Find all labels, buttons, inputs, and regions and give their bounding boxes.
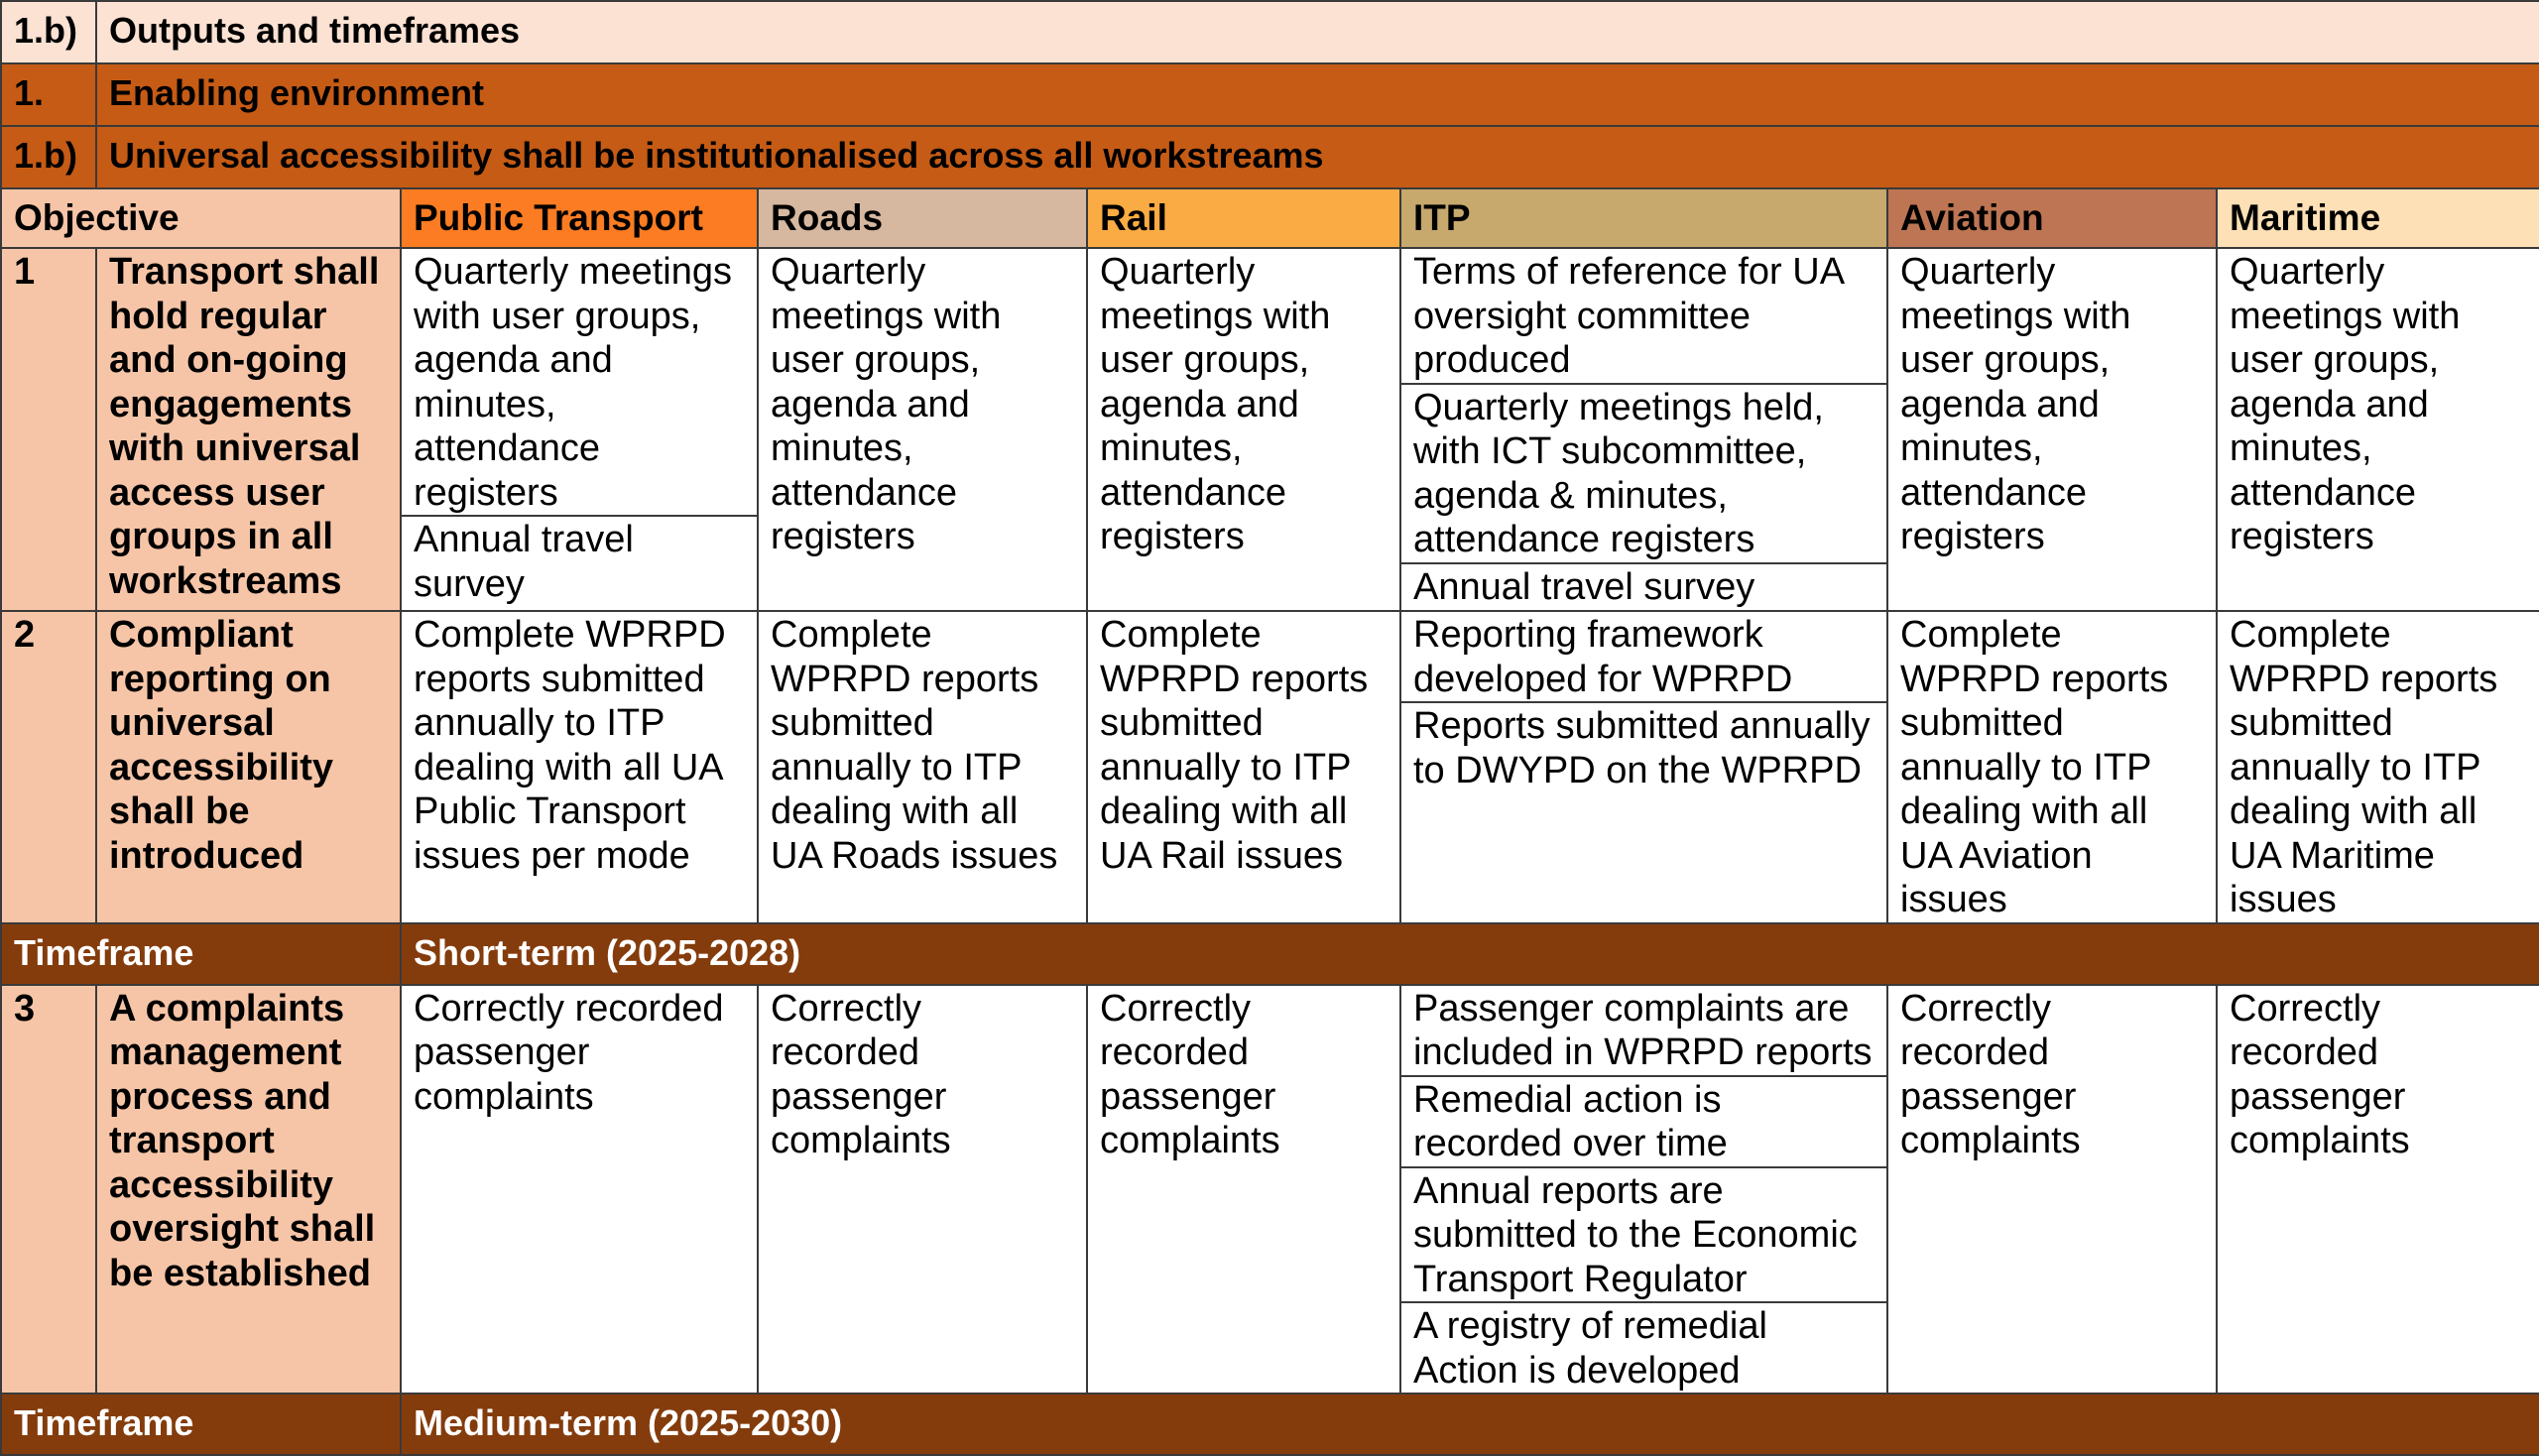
header-label-outputs: Outputs and timeframes [96,1,2539,63]
objective-text: Transport shall hold regular and on-going engagements with universal access user groups in all workstreams [96,248,401,611]
output-item: Reports submitted annually to DWYPD on the WPRPD [1413,705,1871,791]
column-headings [1,188,2539,248]
col-public-transport: Public Transport [401,188,758,248]
header-row-enabling [1,63,2539,126]
cell-aviation: Complete WPRPD reports submitted annually to ITP dealing with all UA Aviation issues [1887,611,2217,923]
header-code-enabling: 1. [1,63,96,126]
cell-itp [1400,248,1887,611]
table-row [1,248,2539,611]
row-number: 1 [1,248,96,611]
output-item: Annual travel survey [414,519,634,605]
cell-roads: Correctly recorded passenger complaints [758,985,1087,1395]
timeframe-value: Short-term (2025-2028) [401,923,2539,985]
objective-text: Compliant reporting on universal accessibility shall be introduced [96,611,401,923]
output-item: A registry of remedial Action is developed [1413,1305,1767,1392]
col-rail: Rail [1087,188,1400,248]
cell-itp [1400,985,1887,1395]
timeframe-label: Timeframe [1,1394,401,1455]
output-item: Annual travel survey [1413,565,1755,608]
col-objective: Objective [1,188,401,248]
header-code-outputs: 1.b) [1,1,96,63]
cell-roads: Complete WPRPD reports submitted annually to ITP dealing with all UA Roads issues [758,611,1087,923]
cell-rail: Quarterly meetings with user groups, agenda and minutes, attendance registers [1087,248,1400,611]
cell-public-transport [401,248,758,611]
row-number: 3 [1,985,96,1395]
cell-aviation: Quarterly meetings with user groups, agenda and minutes, attendance registers [1887,248,2217,611]
header-row-ua [1,126,2539,188]
cell-aviation: Correctly recorded passenger complaints [1887,985,2217,1395]
output-item: Annual reports are submitted to the Economic Transport Regulator [1401,1168,1886,1304]
output-item: Reporting framework developed for WPRPD [1401,612,1886,703]
objective-text: A complaints management process and transport accessibility oversight shall be established [96,985,401,1395]
output-item: Passenger complaints are included in WPRPD reports [1401,986,1886,1077]
timeframe-value: Medium-term (2025-2030) [401,1394,2539,1455]
header-row-outputs [1,1,2539,63]
timeframe-row-short [1,923,2539,985]
output-item: Remedial action is recorded over time [1401,1077,1886,1168]
table-row [1,611,2539,923]
col-itp: ITP [1400,188,1887,248]
output-item: Terms of reference for UA oversight committee produced [1401,249,1886,385]
header-code-ua: 1.b) [1,126,96,188]
timeframe-label: Timeframe [1,923,401,985]
cell-maritime: Correctly recorded passenger complaints [2217,985,2539,1395]
header-label-ua: Universal accessibility shall be institutionalised across all workstreams [96,126,2539,188]
output-item: Quarterly meetings held, with ICT subcommittee, agenda & minutes, attendance registers [1401,385,1886,564]
cell-itp [1400,611,1887,923]
cell-maritime: Complete WPRPD reports submitted annually to ITP dealing with all UA Maritime issues [2217,611,2539,923]
cell-rail: Correctly recorded passenger complaints [1087,985,1400,1395]
header-label-enabling: Enabling environment [96,63,2539,126]
col-maritime: Maritime [2217,188,2539,248]
cell-maritime: Quarterly meetings with user groups, agenda and minutes, attendance registers [2217,248,2539,611]
timeframe-row-medium [1,1394,2539,1455]
col-aviation: Aviation [1887,188,2217,248]
cell-public-transport: Complete WPRPD reports submitted annually to ITP dealing with all UA Public Transport issues per mode [401,611,758,923]
cell-rail: Complete WPRPD reports submitted annually to ITP dealing with all UA Rail issues [1087,611,1400,923]
table-row [1,985,2539,1395]
row-number: 2 [1,611,96,923]
cell-roads: Quarterly meetings with user groups, agenda and minutes, attendance registers [758,248,1087,611]
col-roads: Roads [758,188,1087,248]
output-item: Quarterly meetings with user groups, agenda and minutes, attendance registers [402,249,757,517]
cell-public-transport: Correctly recorded passenger complaints [401,985,758,1395]
